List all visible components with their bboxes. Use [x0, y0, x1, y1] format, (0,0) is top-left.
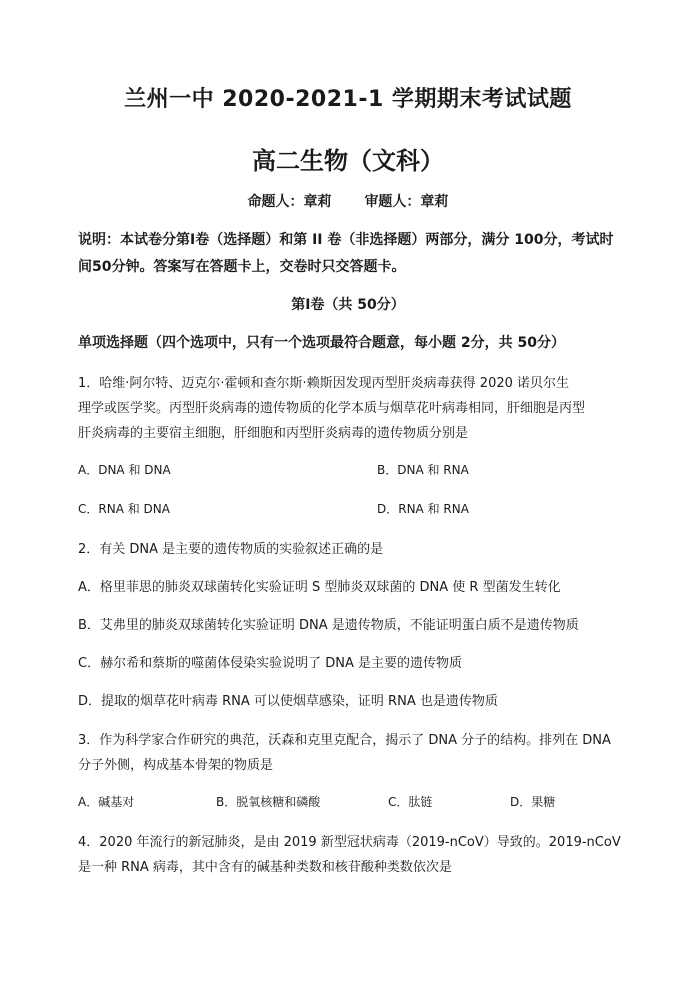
q2-option-a: A．格里菲思的肺炎双球菌转化实验证明 S 型肺炎双球菌的 DNA 使 R 型菌发生转化 — [78, 580, 561, 595]
reviewer-label: 审题人：章莉 — [364, 194, 449, 210]
q1-option-c: C．RNA 和 DNA — [78, 502, 170, 516]
q1-line-1: 1．哈维·阿尔特、迈克尔·霍顿和查尔斯·赖斯因发现丙型肝炎病毒获得 2020 诺贝尔生 — [78, 376, 570, 391]
instructions-line-2: 间50分钟。答案写在答题卡上，交卷时只交答题卡。 — [78, 259, 406, 275]
q1-option-b: B．DNA 和 RNA — [377, 463, 469, 477]
q1-line-3: 肝炎病毒的主要宿主细胞，肝细胞和丙型肝炎病毒的遗传物质分别是 — [78, 426, 469, 441]
q3-option-a: A．碱基对 — [78, 795, 135, 809]
q2-line-1: 2．有关 DNA 是主要的遗传物质的实验叙述正确的是 — [78, 542, 384, 557]
q1-option-d: D．RNA 和 RNA — [377, 502, 469, 516]
authors-line — [0, 191, 696, 211]
q2-option-c: C．赫尔希和蔡斯的噬菌体侵染实验说明了 DNA 是主要的遗传物质 — [78, 656, 462, 671]
q1-line-2: 理学或医学奖。丙型肝炎病毒的遗传物质的化学本质与烟草花叶病毒相同，肝细胞是丙型 — [78, 401, 586, 416]
q3-line-2: 分子外侧，构成基本骨架的物质是 — [78, 758, 274, 773]
q3-option-c: C．肽链 — [388, 795, 433, 809]
q2-option-b: B．艾弗里的肺炎双球菌转化实验证明 DNA 是遗传物质，不能证明蛋白质不是遗传物质 — [78, 618, 579, 633]
setter-label: 命题人：章莉 — [247, 194, 332, 210]
exam-title: 兰州一中 2020-2021-1 学期期末考试试题 — [124, 87, 572, 112]
section-title: 第Ⅰ卷（共 50分） — [291, 297, 405, 313]
section-heading: 单项选择题（四个选项中，只有一个选项最符合题意，每小题 2分，共 50分） — [78, 335, 565, 351]
q1-option-a: A．DNA 和 DNA — [78, 463, 171, 477]
instructions-line-1: 说明：本试卷分第Ⅰ卷（选择题）和第 II 卷（非选择题）两部分，满分 100分，考试时 — [78, 232, 614, 248]
q3-option-b: B．脱氧核糖和磷酸 — [216, 795, 321, 809]
q3-line-1: 3．作为科学家合作研究的典范，沃森和克里克配合，揭示了 DNA 分子的结构。排列在 DNA — [78, 733, 611, 748]
q4-line-1: 4．2020 年流行的新冠肺炎，是由 2019 新型冠状病毒（2019-nCoV）导致的。2019-nCoV — [78, 835, 621, 850]
q4-line-2: 是一种 RNA 病毒，其中含有的碱基种类数和核苷酸种类数依次是 — [78, 860, 452, 875]
q3-option-d: D．果糖 — [510, 795, 556, 809]
exam-subtitle: 高二生物（文科） — [252, 147, 444, 175]
q2-option-d: D．提取的烟草花叶病毒 RNA 可以使烟草感染，证明 RNA 也是遗传物质 — [78, 694, 498, 709]
